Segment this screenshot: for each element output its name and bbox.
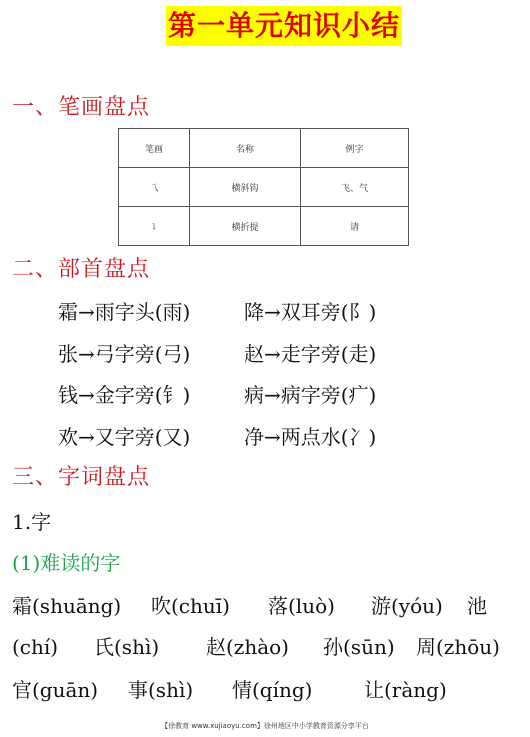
radical-row — [58, 298, 376, 326]
table-row — [119, 207, 409, 246]
table-header-cell: 例字 — [301, 129, 409, 168]
radical-item: 病→病字旁(疒) — [244, 383, 377, 407]
section-heading-words: 三、字词盘点 — [12, 465, 151, 490]
page-title: 第一单元知识小结 — [166, 6, 402, 46]
pinyin-word: 落(luò) — [268, 594, 335, 618]
subheading-characters: 1.字 — [12, 510, 52, 534]
radical-row — [58, 381, 376, 409]
radical-item: 欢→又字旁(又) — [58, 425, 191, 449]
pinyin-word: 吹(chuī) — [151, 594, 230, 618]
pinyin-word: (chí) — [12, 635, 59, 659]
strokes-table — [118, 128, 409, 246]
radical-item: 净→两点水(冫) — [244, 425, 377, 449]
pinyin-word: 氏(shì) — [94, 635, 160, 659]
pinyin-word: 孙(sūn) — [323, 635, 395, 659]
radical-item: 钱→金字旁(钅) — [58, 383, 191, 407]
section-heading-radicals: 二、部首盘点 — [12, 257, 151, 282]
table-cell-name: 横斜钩 — [190, 168, 301, 207]
pinyin-word: 池 — [467, 594, 487, 618]
radical-item: 张→弓字旁(弓) — [58, 342, 191, 366]
table-cell-name: 横折提 — [190, 207, 301, 246]
table-cell-example: 请 — [301, 207, 409, 246]
table-cell-stroke: ㇊ — [119, 207, 190, 246]
pinyin-word: 游(yóu) — [371, 594, 443, 618]
pinyin-word: 霜(shuāng) — [12, 594, 122, 618]
radical-row — [58, 340, 376, 368]
pinyin-line — [12, 676, 447, 704]
radical-item: 霜→雨字头(雨) — [58, 300, 191, 324]
pinyin-word: 赵(zhào) — [206, 635, 289, 659]
footer-credit: 【徐教育 www.xujiaoyu.com】徐州地区中小学教育资源分享平台 — [161, 722, 369, 730]
pinyin-word: 官(guān) — [12, 678, 99, 702]
pinyin-line — [12, 592, 487, 620]
table-header-cell: 笔画 — [119, 129, 190, 168]
table-row — [119, 168, 409, 207]
radical-item: 赵→走字旁(走) — [244, 342, 377, 366]
radical-item: 降→双耳旁(阝) — [244, 300, 377, 324]
table-cell-example: 飞、气 — [301, 168, 409, 207]
radical-row — [58, 423, 376, 451]
pinyin-word: 事(shì) — [128, 678, 194, 702]
pinyin-line — [12, 633, 500, 661]
pinyin-word: 让(ràng) — [364, 678, 447, 702]
table-cell-stroke: 乁 — [119, 168, 190, 207]
table-header-cell: 名称 — [190, 129, 301, 168]
subheading-hard-characters: (1)难读的字 — [12, 551, 121, 575]
table-header-row — [119, 129, 409, 168]
pinyin-word: 周(zhōu) — [416, 635, 500, 659]
section-heading-strokes: 一、笔画盘点 — [12, 95, 151, 120]
pinyin-word: 情(qíng) — [232, 678, 313, 702]
